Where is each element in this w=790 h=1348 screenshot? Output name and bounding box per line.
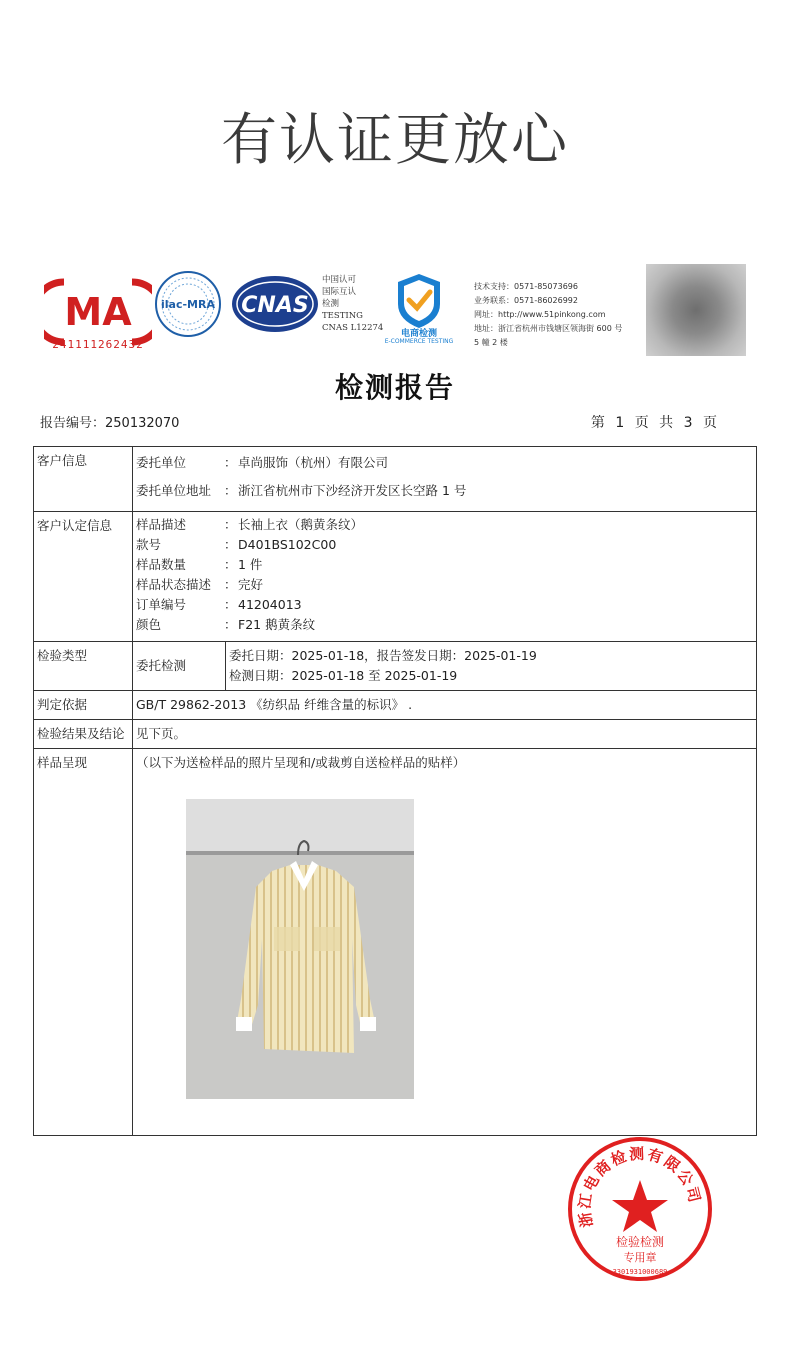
svg-text:专用章: 专用章	[623, 1251, 657, 1264]
unit-key: 委托单位	[136, 455, 187, 470]
official-seal-stamp	[565, 1134, 715, 1284]
presentation-label: 样品呈现	[34, 749, 133, 1136]
cnas-logo	[230, 274, 320, 334]
test-date: 检测日期：2025-01-18 至 2025-01-19	[229, 668, 458, 683]
sample-row: 客户认定信息 样品描述 ： 长袖上衣（鹅黄条纹） 款号 ： D401BS102C00 样品数量 ： 1 件 样品状态描述 ： 完好 订单编号 ： 41204013 颜色 ： F21 鹅黄条纹	[34, 512, 757, 642]
basis-label: 判定依据	[34, 691, 133, 720]
contact-info: 技术支持：0571-85073696 业务联系：0571-86026992 网址：http://www.51pinkong.com 地址：浙江省杭州市钱塘区领海街 600 号 5 幢 2 楼	[474, 282, 623, 347]
star-icon	[612, 1180, 668, 1232]
inspection-label: 检验类型	[34, 642, 133, 691]
qr-code-blurred	[646, 264, 746, 356]
cma-text: MA	[64, 290, 132, 334]
svg-text:3301931000689: 3301931000689	[612, 1268, 668, 1276]
basis-value: GB/T 29862-2013 《纺织品 纤维含量的标识》 .	[133, 691, 757, 720]
report-number: 报告编号：250132070	[40, 416, 180, 431]
inspection-row	[34, 642, 757, 691]
conclusion-value: 见下页。	[133, 720, 757, 749]
ecom-sub: E-COMMERCE TESTING	[384, 338, 454, 345]
client-label: 客户信息	[34, 447, 133, 512]
inspection-type: 委托检测	[133, 642, 226, 691]
sample-shirt-photo	[186, 799, 414, 1099]
cnas-text: CNAS	[241, 293, 309, 318]
conclusion-label: 检验结果及结论	[34, 720, 133, 749]
report-table	[33, 446, 757, 1136]
sample-label: 客户认定信息	[34, 512, 133, 642]
page-number: 第 1 页 共 3 页	[590, 415, 720, 431]
logo-bar	[0, 262, 790, 362]
commission-date: 委托日期：2025-01-18，报告签发日期：2025-01-19	[229, 648, 537, 663]
cma-number: 241111262432	[52, 338, 144, 351]
svg-text:浙江电商检测有限公司: 浙江电商检测有限公司	[575, 1144, 705, 1229]
ecom-label: 电商检测	[400, 329, 437, 339]
ilac-text: ilac-MRA	[161, 298, 215, 311]
conclusion-row	[34, 720, 757, 749]
report-title: 检测报告	[334, 371, 455, 404]
client-row: 客户信息 委托单位 ： 卓尚服饰（杭州）有限公司 委托单位地址 ： 浙江省杭州市下沙经济开发区长空路 1 号	[34, 447, 757, 512]
unit-value: 卓尚服饰（杭州）有限公司	[238, 455, 389, 470]
address-key: 委托单位地址	[136, 483, 212, 498]
page-headline: 有认证更放心	[221, 108, 569, 173]
address-value: 浙江省杭州市下沙经济开发区长空路 1 号	[238, 483, 467, 498]
cnas-caption: 中国认可 国际互认 检测 TESTING CNAS L12274	[322, 275, 384, 333]
presentation-row	[34, 749, 757, 1136]
basis-row	[34, 691, 757, 720]
ilac-mra-logo	[154, 270, 222, 338]
presentation-note: （以下为送检样品的照片呈现和/或裁剪自送检样品的贴样）	[136, 755, 466, 770]
svg-text:检验检测: 检验检测	[615, 1235, 665, 1249]
